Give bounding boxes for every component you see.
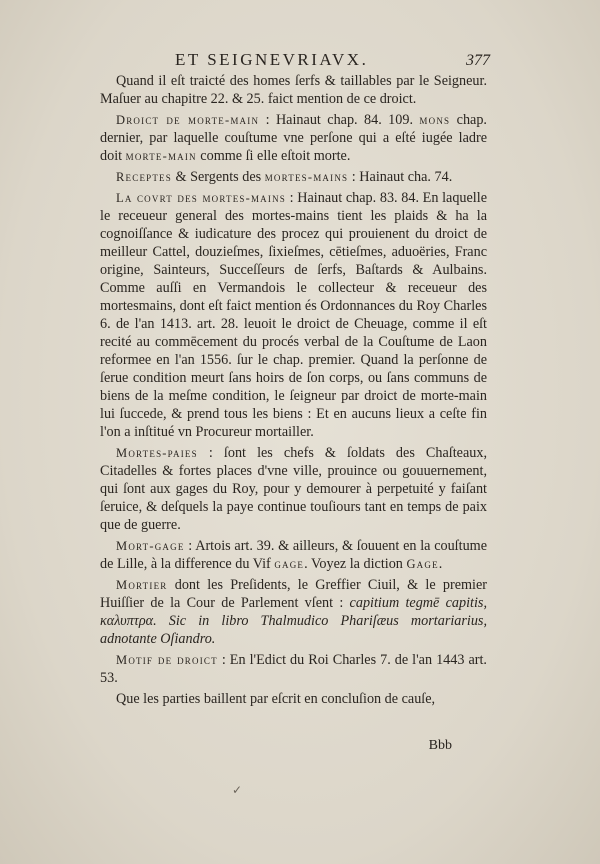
entry-paragraph xyxy=(100,651,487,687)
entry-term: Mortier xyxy=(116,578,168,592)
entry-term: Motif de droict xyxy=(116,653,218,667)
entry-text: & Sergents des xyxy=(171,169,265,185)
page-number: 377 xyxy=(466,52,490,69)
entry-text: comme ſi elle eſtoit morte. xyxy=(196,148,351,164)
body-text xyxy=(100,72,487,711)
entry-term: Droict de morte-main xyxy=(116,113,260,127)
entry-text: dont les Preſidents, le Greffier Ciuil, & le premier Huiſſier de la Cour de Parlement vſent : xyxy=(100,577,487,611)
entry-text: Que les parties baillent par eſcrit en concluſion de cauſe, xyxy=(116,691,436,707)
entry-paragraph xyxy=(100,189,487,441)
entry-term: Gage xyxy=(406,557,439,571)
entry-text: capitium tegmē capitis, καλυπτρα. Sic in libro Thalmudico Phariſæus mortariarius, adnotante Oſiandro. xyxy=(100,595,487,647)
entry-text: : ſont les chefs & ſoldats des Chaſteaux, Citadelles & fortes places d'vne ville, prouince ou gouuernement, qui ſont aux gages du Roy, pour y demourer à perpetuité y faiſant ſeruice, & deſquels la paye continue touſiours tant en temps de paix que de guerre. xyxy=(100,445,487,533)
entry-text: : Hainaut cha. 74. xyxy=(348,169,453,185)
entry-paragraph xyxy=(100,444,487,534)
entry-text: Quand il eſt traicté des homes ſerfs & taillables par le Seigneur. Maſuer au chapitre 22. & 25. faict mention de ce droict. xyxy=(100,73,487,107)
entry-text: . xyxy=(438,556,443,572)
running-title: ET SEIGNEVRIAVX. xyxy=(175,50,369,69)
entry-term: Receptes xyxy=(116,170,172,184)
entry-term: mons xyxy=(419,113,451,127)
entry-text: : Hainaut chap. 84. 109. xyxy=(259,112,420,128)
entry-paragraph xyxy=(100,72,487,108)
entry-paragraph xyxy=(100,690,487,708)
signature-mark: Bbb xyxy=(428,738,452,753)
entry-text: : En l'Edict du Roi Charles 7. de l'an 1443 art. 53. xyxy=(100,652,487,686)
stray-ink-mark: ✓ xyxy=(232,783,243,797)
entry-term: gage xyxy=(274,557,305,571)
entry-text: : Artois art. 39. & ailleurs, & ſouuent en la couſtume de Lille, à la difference du Vif xyxy=(100,538,487,572)
entry-text: chap. dernier, par laquelle couſtume vne perſone qui a eſté iugée ladre doit xyxy=(100,112,487,164)
entry-paragraph xyxy=(100,168,487,186)
entry-term: La covrt des mortes-mains xyxy=(116,191,286,205)
entry-text: : Hainaut chap. 83. 84. En laquelle le receueur general des mortes-mains tient les plaids & ha la cognoiſſance & iudicature des procez qui prouienent du droict de meilleur Cattel, douzieſmes, ſixieſmes, cētieſmes, aduoëries, Franc origine, Sainteurs, Succeſſeurs de ſerfs, Baſtards & Aulbains. Comme auſſi en Vermandois le collecteur & receueur des mortesmains, dont eſt faict mention és Ordonnances du Roy Charles 6. de l'an 1413. art. 28. leuoit le droict de Cheuage, comme il eſt recité au commēcement du procés verbal de la Couſtume de Laon reformee en l'an 1556. ſur le chap. premier. Quand la perſonne de ſerue condition meurt ſans hoirs de ſon corps, ou ſans communs de biens de la meſme condition, le ſeigneur par droict de morte-main lui ſuccede, & prend tous les biens : Et en aucuns lieux a ceſte fin l'on a inſtitué vn Procureur mortailler. xyxy=(100,190,487,440)
entry-paragraph xyxy=(100,111,487,165)
entry-term: mortes-mains xyxy=(264,170,349,184)
entry-term: morte-main xyxy=(125,149,197,163)
entry-paragraph xyxy=(100,537,487,573)
entry-text: . Voyez la diction xyxy=(304,556,407,572)
entry-paragraph xyxy=(100,576,487,648)
entry-term: Mortes-paies xyxy=(116,446,198,460)
entry-term: Mort-gage xyxy=(116,539,185,553)
